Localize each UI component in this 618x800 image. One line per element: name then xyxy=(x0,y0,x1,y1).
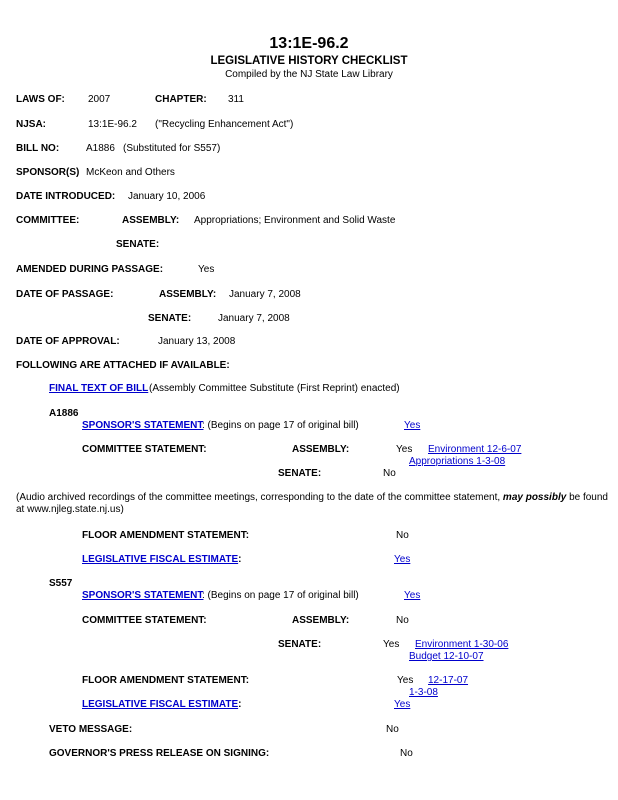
page-title: 13:1E-96.2 xyxy=(269,35,349,52)
s557-floor-amendment-label: FLOOR AMENDMENT STATEMENT: xyxy=(82,675,250,686)
laws-of-label: LAWS OF: xyxy=(16,94,65,105)
press-release-value: No xyxy=(400,748,413,759)
date-of-approval-value: January 13, 2008 xyxy=(158,336,236,347)
a1886-appropriations-link[interactable]: Appropriations 1-3-08 xyxy=(409,456,506,467)
s557-fiscal-estimate-yes-link[interactable]: Yes xyxy=(394,699,411,710)
sponsors-label: SPONSOR(S) xyxy=(16,167,80,178)
a1886-fiscal-estimate-yes-link[interactable]: Yes xyxy=(394,554,411,565)
s557-budget-link[interactable]: Budget 12-10-07 xyxy=(409,651,484,662)
s557-fiscal-estimate-link[interactable]: LEGISLATIVE FISCAL ESTIMATE xyxy=(82,699,239,710)
a1886-environment-link[interactable]: Environment 12-6-07 xyxy=(428,444,522,455)
attached-heading: FOLLOWING ARE ATTACHED IF AVAILABLE: xyxy=(16,360,230,371)
a1886-sponsor-statement-link[interactable]: SPONSOR'S STATEMENT xyxy=(82,420,204,431)
s557-sponsor-statement-yes-link[interactable]: Yes xyxy=(404,590,421,601)
date-introduced-label: DATE INTRODUCED: xyxy=(16,191,116,202)
chapter-label: CHAPTER: xyxy=(155,94,207,105)
s557-committee-senate-value: Yes xyxy=(383,639,400,650)
s557-fiscal-estimate: LEGISLATIVE FISCAL ESTIMATE: xyxy=(82,699,242,710)
a1886-committee-assembly-label: ASSEMBLY: xyxy=(292,444,350,455)
a1886-floor-amendment-value: No xyxy=(396,530,409,541)
bill-no-value: A1886 xyxy=(86,143,115,154)
s557-committee-senate-label: SENATE: xyxy=(278,639,322,650)
njsa-value: 13:1E-96.2 xyxy=(88,119,137,130)
document-heading: LEGISLATIVE HISTORY CHECKLIST xyxy=(210,55,408,67)
s557-floor-link-1-3-08[interactable]: 1-3-08 xyxy=(409,687,438,698)
njsa-label: NJSA: xyxy=(16,119,47,130)
a1886-fiscal-estimate-link[interactable]: LEGISLATIVE FISCAL ESTIMATE xyxy=(82,554,239,565)
njsa-act-title: ("Recycling Enhancement Act") xyxy=(155,119,294,130)
final-text-link[interactable]: FINAL TEXT OF BILL xyxy=(49,383,149,394)
passage-senate-value: January 7, 2008 xyxy=(218,313,290,324)
chapter-value: 311 xyxy=(228,94,244,105)
date-of-approval-label: DATE OF APPROVAL: xyxy=(16,336,120,347)
committee-assembly-label: ASSEMBLY: xyxy=(122,215,180,226)
s557-committee-assembly-value: No xyxy=(396,615,409,626)
laws-of-value: 2007 xyxy=(88,94,111,105)
s557-label: S557 xyxy=(49,578,73,589)
date-of-passage-label: DATE OF PASSAGE: xyxy=(16,289,114,300)
a1886-committee-statement-label: COMMITTEE STATEMENT: xyxy=(82,444,207,455)
s557-sponsor-statement-link[interactable]: SPONSOR'S STATEMENT xyxy=(82,590,204,601)
sponsors-value: McKeon and Others xyxy=(86,167,175,178)
passage-assembly-label: ASSEMBLY: xyxy=(159,289,217,300)
a1886-committee-senate-value: No xyxy=(383,468,396,479)
s557-committee-statement-label: COMMITTEE STATEMENT: xyxy=(82,615,207,626)
s557-floor-link-12-17-07[interactable]: 12-17-07 xyxy=(428,675,469,686)
press-release-label: GOVERNOR'S PRESS RELEASE ON SIGNING: xyxy=(49,748,270,759)
s557-committee-assembly-label: ASSEMBLY: xyxy=(292,615,350,626)
veto-message-value: No xyxy=(386,724,399,735)
committee-assembly-value: Appropriations; Environment and Solid Waste xyxy=(194,215,396,226)
bill-substitution-note: (Substituted for S557) xyxy=(123,143,221,154)
s557-sponsor-statement-note: : (Begins on page 17 of original bill) xyxy=(202,590,359,601)
audio-note-line1: (Audio archived recordings of the committee meetings, corresponding to the date of the committee statement, may possibly be found xyxy=(16,492,608,503)
s557-floor-amendment-value: Yes xyxy=(397,675,414,686)
audio-note-emphasis: may possibly xyxy=(502,492,567,503)
audio-note-line2: at www.njleg.state.nj.us) xyxy=(16,504,124,515)
amended-label: AMENDED DURING PASSAGE: xyxy=(16,264,164,275)
amended-value: Yes xyxy=(198,264,215,275)
compiled-by: Compiled by the NJ State Law Library xyxy=(225,69,393,80)
date-introduced-value: January 10, 2006 xyxy=(128,191,206,202)
final-text-note: (Assembly Committee Substitute (First Reprint) enacted) xyxy=(149,383,400,394)
bill-no-label: BILL NO: xyxy=(16,143,60,154)
a1886-fiscal-estimate: LEGISLATIVE FISCAL ESTIMATE: xyxy=(82,554,242,565)
a1886-sponsor-statement-yes-link[interactable]: Yes xyxy=(404,420,421,431)
a1886-floor-amendment-label: FLOOR AMENDMENT STATEMENT: xyxy=(82,530,250,541)
passage-assembly-value: January 7, 2008 xyxy=(229,289,301,300)
veto-message-label: VETO MESSAGE: xyxy=(49,724,133,735)
committee-senate-label: SENATE: xyxy=(116,239,160,250)
passage-senate-label: SENATE: xyxy=(148,313,192,324)
a1886-committee-senate-label: SENATE: xyxy=(278,468,322,479)
a1886-label: A1886 xyxy=(49,408,79,419)
a1886-sponsor-statement-note: : (Begins on page 17 of original bill) xyxy=(202,420,359,431)
committee-label: COMMITTEE: xyxy=(16,215,80,226)
a1886-committee-assembly-value: Yes xyxy=(396,444,413,455)
s557-environment-link[interactable]: Environment 1-30-06 xyxy=(415,639,509,650)
